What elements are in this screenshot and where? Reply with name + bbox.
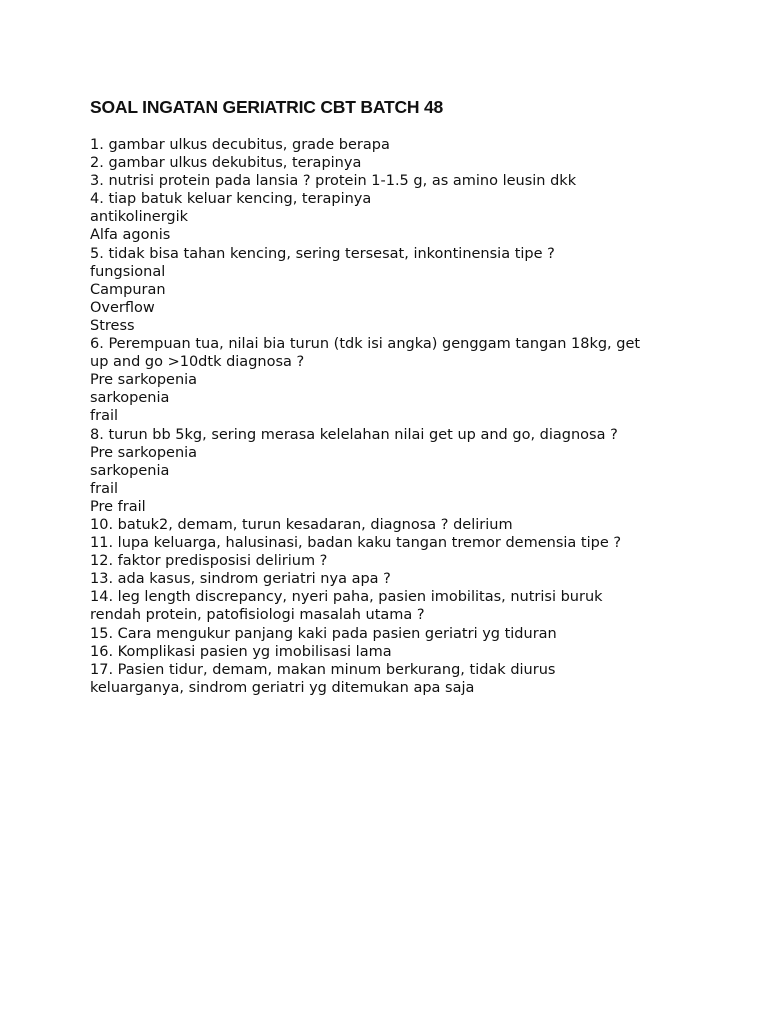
- document-title: SOAL INGATAN GERIATRIC CBT BATCH 48: [90, 97, 444, 117]
- text-line: keluarganya, sindrom geriatri yg ditemukan apa saja: [90, 679, 475, 696]
- text-line: 6. Perempuan tua, nilai bia turun (tdk isi angka) genggam tangan 18kg, get: [90, 336, 641, 353]
- text-line: 16. Komplikasi pasien yg imobilisasi lama: [90, 643, 392, 660]
- text-line: 14. leg length discrepancy, nyeri paha, pasien imobilitas, nutrisi buruk: [90, 589, 603, 606]
- text-line: Stress: [90, 317, 135, 334]
- text-line: Alfa agonis: [90, 227, 171, 244]
- text-line: 2. gambar ulkus dekubitus, terapinya: [90, 155, 362, 172]
- document-body: [90, 136, 690, 697]
- text-line: sarkopenia: [90, 390, 170, 407]
- text-line: 1. gambar ulkus decubitus, grade berapa: [90, 137, 390, 153]
- text-line: Campuran: [90, 281, 166, 298]
- text-line: fungsional: [90, 263, 166, 280]
- document-page: [90, 96, 690, 697]
- text-line: 8. turun bb 5kg, sering merasa kelelahan nilai get up and go, diagnosa ?: [90, 426, 618, 443]
- text-line: frail: [90, 408, 119, 425]
- text-line: 10. batuk2, demam, turun kesadaran, diagnosa ? delirium: [90, 516, 513, 533]
- text-line: 11. lupa keluarga, halusinasi, badan kaku tangan tremor demensia tipe ?: [90, 535, 622, 552]
- text-line: Pre sarkopenia: [90, 444, 198, 461]
- text-line: frail: [90, 480, 119, 497]
- text-line: 4. tiap batuk keluar kencing, terapinya: [90, 191, 372, 208]
- text-line: 15. Cara mengukur panjang kaki pada pasien geriatri yg tiduran: [90, 625, 557, 642]
- text-line: rendah protein, patofisiologi masalah utama ?: [90, 607, 425, 624]
- text-line: 13. ada kasus, sindrom geriatri nya apa ?: [90, 571, 391, 588]
- text-line: Overflow: [90, 299, 155, 316]
- text-line: antikolinergik: [90, 209, 189, 226]
- text-line: Pre sarkopenia: [90, 372, 198, 389]
- text-line: 5. tidak bisa tahan kencing, sering tersesat, inkontinensia tipe ?: [90, 245, 555, 262]
- text-line: 3. nutrisi protein pada lansia ? protein 1-1.5 g, as amino leusin dkk: [90, 173, 577, 190]
- text-line: Pre frail: [90, 498, 146, 515]
- text-line: up and go >10dtk diagnosa ?: [90, 354, 305, 371]
- text-line: 12. faktor predisposisi delirium ?: [90, 553, 328, 570]
- text-line: sarkopenia: [90, 462, 170, 479]
- text-line: 17. Pasien tidur, demam, makan minum berkurang, tidak diurus: [90, 661, 556, 678]
